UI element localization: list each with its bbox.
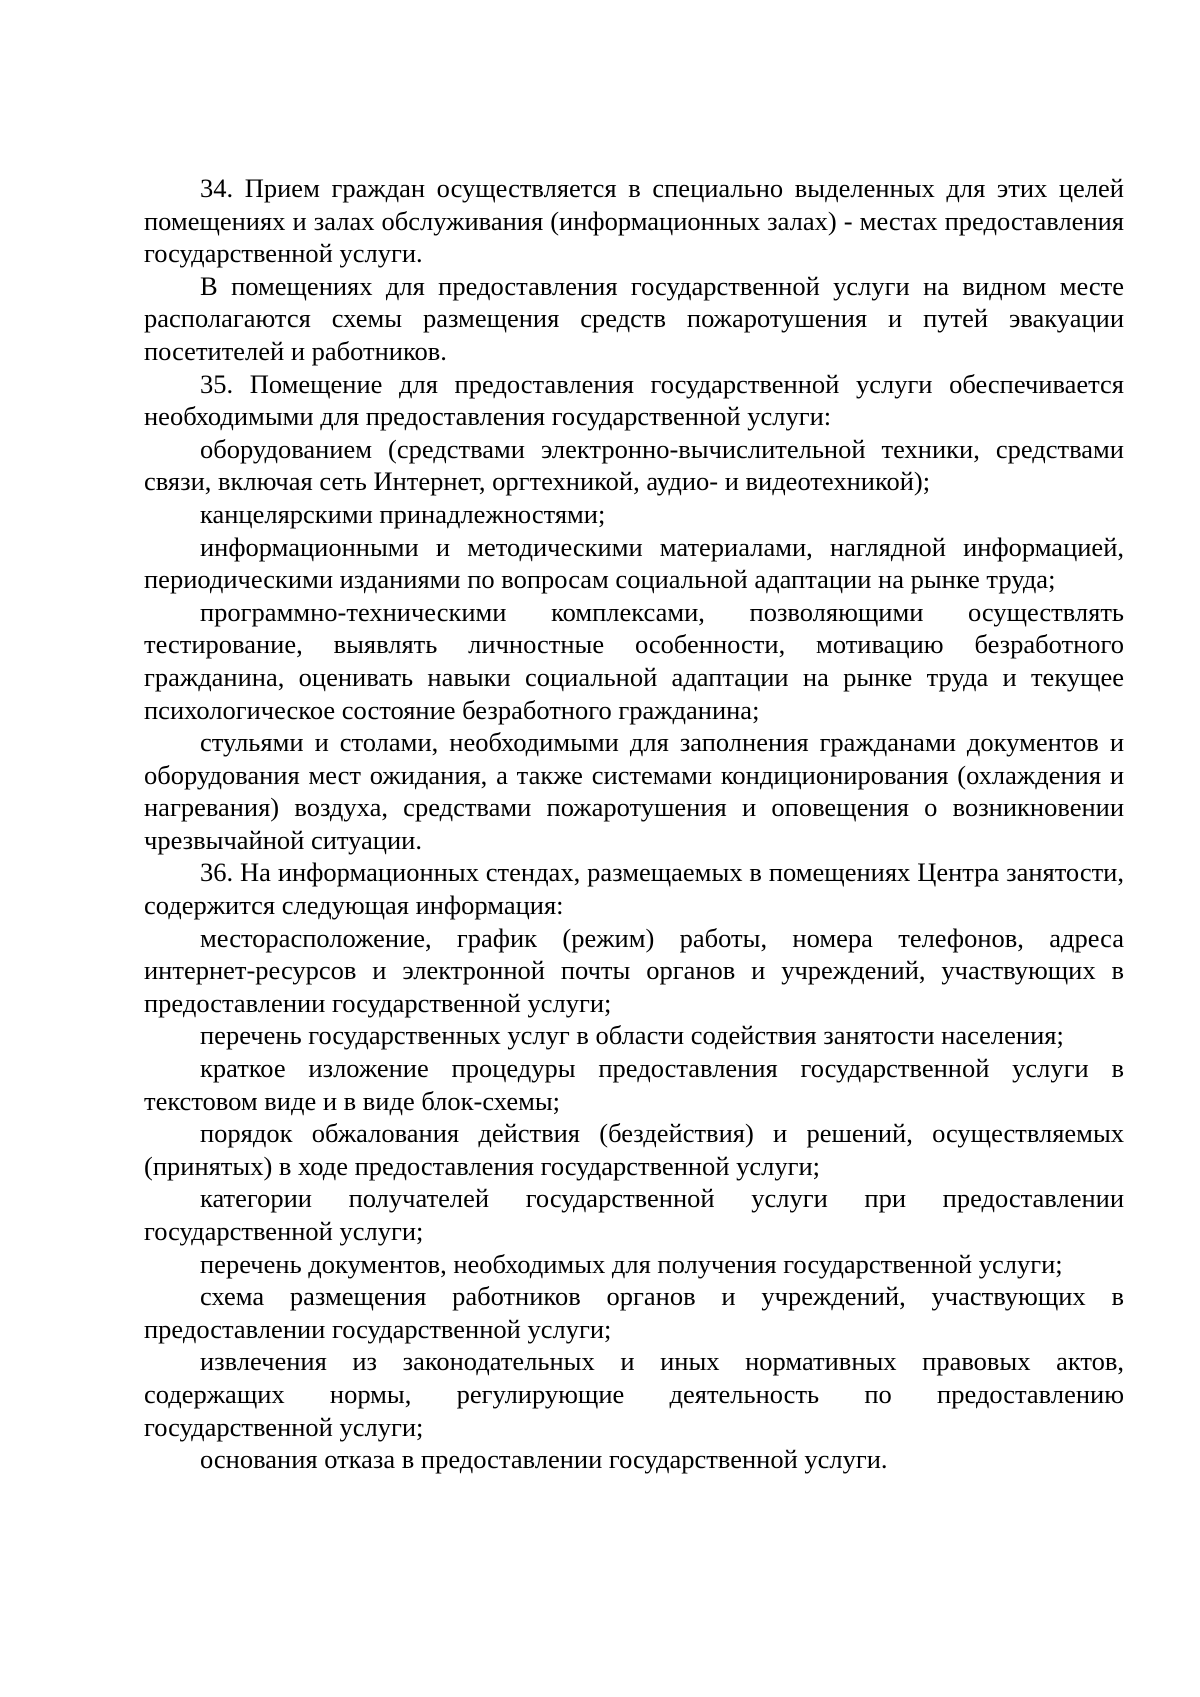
list-item-documents-list: перечень документов, необходимых для получения государственной услуги; <box>200 1248 1063 1279</box>
list-item-furniture: стульями и столами, необходимыми для заполнения гражданами документов и оборудования мест ожидания, а также системами кондиционирования (охлаждения и нагревания) воздуха, средствами пожаротушения и оповещения о возникновении чрезвычайной ситуации. <box>144 727 1124 855</box>
paragraph-evacuation-schemes: В помещениях для предоставления государственной услуги на видном месте располагаются схемы размещения средств пожаротушения и путей эвакуации посетителей и работников. <box>144 270 1124 366</box>
list-item-equipment: оборудованием (средствами электронно-вычислительной техники, средствами связи, включая сеть Интернет, оргтехникой, аудио- и видеотехникой); <box>144 433 1124 497</box>
list-item-recipient-categories: категории получателей государственной услуги при предоставлении государственной услуги; <box>144 1183 1124 1246</box>
list-item-refusal-grounds: основания отказа в предоставлении государственной услуги. <box>200 1444 888 1475</box>
list-item-appeal-procedure: порядок обжалования действия (бездействия) и решений, осуществляемых (принятых) в ходе предоставления государственной услуги; <box>144 1118 1124 1181</box>
paragraph-36: 36. На информационных стендах, размещаемых в помещениях Центра занятости, содержится следующая информация: <box>144 857 1124 921</box>
paragraph-35: 35. Помещение для предоставления государственной услуги обеспечивается необходимыми для предоставления государственной услуги: <box>144 368 1124 432</box>
list-item-staff-placement: схема размещения работников органов и учреждений, участвующих в предоставлении государственной услуги; <box>144 1281 1124 1344</box>
list-item-information-materials: информационными и методическими материалами, наглядной информацией, периодическими изданиями по вопросам социальной адаптации на рынке труда; <box>144 531 1124 595</box>
list-item-services-list: перечень государственных услуг в области содействия занятости населения; <box>200 1020 1064 1051</box>
list-item-legal-extracts: извлечения из законодательных и иных нормативных правовых актов, содержащих нормы, регулирующие деятельность по предоставлению государственной услуги; <box>144 1346 1124 1442</box>
paragraph-34: 34. Прием граждан осуществляется в специально выделенных для этих целей помещениях и залах обслуживания (информационных залах) - местах предоставления государственной услуги. <box>144 173 1124 269</box>
list-item-location-schedule: месторасположение, график (режим) работы, номера телефонов, адреса интернет-ресурсов и электронной почты органов и учреждений, участвующих в предоставлении государственной услуги; <box>144 922 1124 1018</box>
list-item-stationery: канцелярскими принадлежностями; <box>200 498 606 529</box>
list-item-software-complexes: программно-техническими комплексами, позволяющими осуществлять тестирование, выявлять личностные особенности, мотивацию безработного гражданина, оценивать навыки социальной адаптации на рынке труда и текущее психологическое состояние безработного гражданина; <box>144 596 1124 725</box>
document-page <box>144 172 1124 1476</box>
list-item-procedure-summary: краткое изложение процедуры предоставления государственной услуги в текстовом виде и в виде блок-схемы; <box>144 1053 1124 1116</box>
